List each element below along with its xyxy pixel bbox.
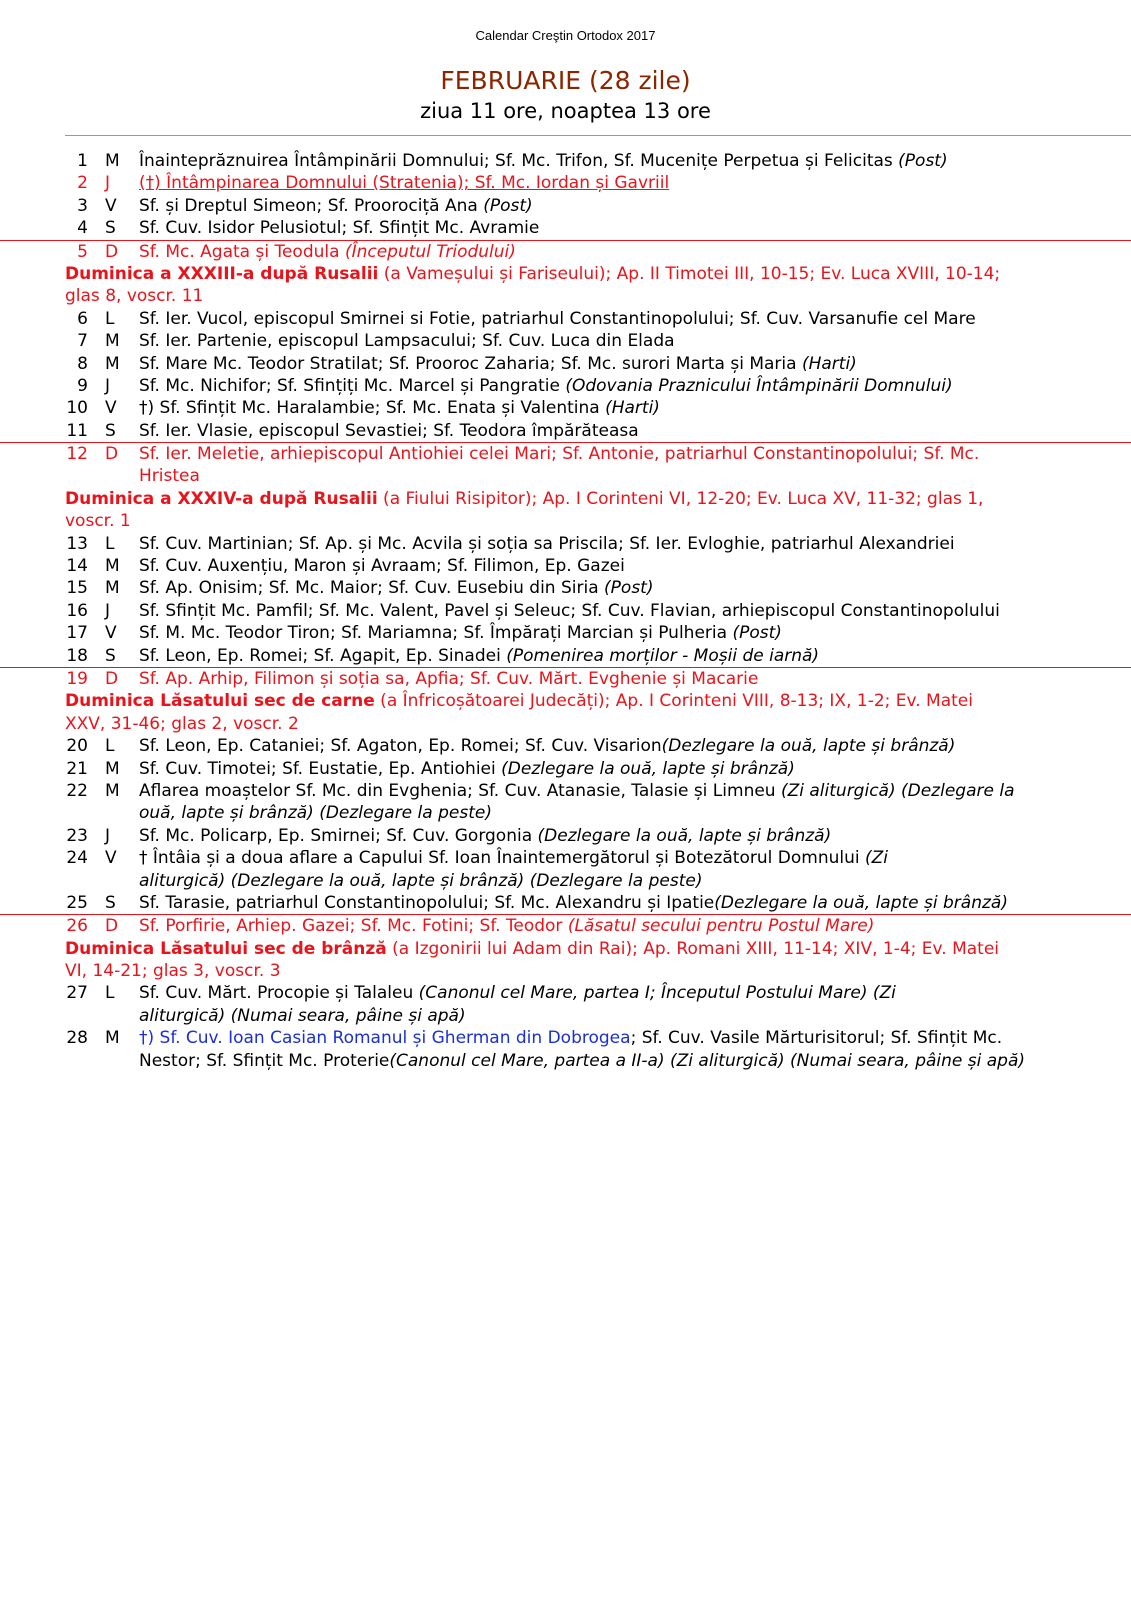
day-saints: Sf. Ier. Partenie, episcopul Lampsacului; Sf. Cuv. Luca din Elada xyxy=(139,331,675,352)
day-number: 19 xyxy=(66,668,88,689)
day-saints: Aflarea moaștelor Sf. Mc. din Evghenia; Sf. Cuv. Atanasie, Talasie și Limneu (Zi aliturgică) (Dezlegare la xyxy=(139,780,1015,801)
day-number: 8 xyxy=(77,353,88,374)
daylight-info: ziua 11 ore, noaptea 13 ore xyxy=(420,99,711,123)
day-saints: Sf. și Dreptul Simeon; Sf. Proorociță Ana (Post) xyxy=(139,195,533,216)
day-of-week: M xyxy=(105,758,120,779)
day-saints: Sf. Mare Mc. Teodor Stratilat; Sf. Prooroc Zaharia; Sf. Mc. surori Marta și Maria (Harti) xyxy=(139,353,857,374)
day-row-15 xyxy=(0,577,1131,599)
day-number: 13 xyxy=(66,533,88,554)
day-saints: † Întâia și a doua aflare a Capului Sf. Ioan Înaintemergătorul și Botezătorul Domnului (Zi xyxy=(139,848,889,869)
day-saints-cont: ouă, lapte și brânză) (Dezlegare la peste) xyxy=(139,803,492,824)
day-of-week: J xyxy=(105,825,111,846)
day-saints: Sf. Cuv. Timotei; Sf. Eustatie, Ep. Antiohiei (Dezlegare la ouă, lapte și brânză) xyxy=(139,758,795,779)
day-of-week: M xyxy=(105,151,120,171)
day-row-3 xyxy=(0,195,1131,217)
sunday-readings-4: Duminica Lăsatului sec de brânză (a Izgonirii lui Adam din Rai); Ap. Romani XIII, 11-14; XIV, 1-4; Ev. Matei xyxy=(65,938,1000,959)
day-number: 17 xyxy=(66,623,88,644)
day-of-week: V xyxy=(105,195,117,216)
month-title: FEBRUARIE (28 zile) xyxy=(440,66,691,95)
day-of-week: M xyxy=(105,780,120,801)
day-saints: Sf. Ier. Meletie, arhiepiscopul Antiohiei celei Mari; Sf. Antonie, patriarhul Constantinopolului; Sf. Mc. xyxy=(139,444,980,465)
day-row-21 xyxy=(0,758,1131,780)
sunday-readings-3: Duminica Lăsatului sec de carne (a Înfricoșătoarei Judecăți); Ap. I Corinteni VIII, 8-13; IX, 1-2; Ev. Matei xyxy=(65,691,973,712)
day-of-week: M xyxy=(105,331,120,352)
day-row-14 xyxy=(0,555,1131,577)
day-of-week: M xyxy=(105,353,120,374)
day-number: 23 xyxy=(66,825,88,846)
day-number: 16 xyxy=(66,600,88,621)
day-row-27 xyxy=(0,982,1131,1004)
day-of-week: S xyxy=(105,420,116,441)
day-row-22-cont xyxy=(0,802,1131,824)
day-number: 20 xyxy=(66,736,88,757)
day-of-week: L xyxy=(105,983,115,1004)
day-saints: (†) Întâmpinarea Domnului (Stratenia); Sf. Mc. Iordan și Gavriil xyxy=(139,173,670,194)
day-of-week: S xyxy=(105,892,116,913)
sunday-readings-1-cont: glas 8, voscr. 11 xyxy=(65,286,204,307)
sunday-readings-4-cont: VI, 14-21; glas 3, voscr. 3 xyxy=(65,961,281,982)
day-saints: Înainteprăznuirea Întâmpinării Domnului; Sf. Mc. Trifon, Sf. Mucenițe Perpetua și Felicitas (Post) xyxy=(139,151,948,171)
day-of-week: M xyxy=(105,556,120,577)
day-saints: Sf. Cuv. Mărt. Procopie și Talaleu (Canonul cel Mare, partea I; Începutul Postului Mare) (Zi xyxy=(139,983,896,1004)
day-row-22 xyxy=(0,780,1131,802)
day-number: 26 xyxy=(66,916,88,937)
day-number: 14 xyxy=(66,556,88,577)
day-number: 7 xyxy=(77,331,88,352)
day-saints: Sf. Porfirie, Arhiep. Gazei; Sf. Mc. Fotini; Sf. Teodor (Lăsatul secului pentru Postul Mare) xyxy=(139,916,875,937)
document-title: Calendar Creştin Ortodox 2017 xyxy=(475,28,656,43)
day-saints-cont: Nestor; Sf. Sfințit Mc. Proterie(Canonul cel Mare, partea a II-a) (Zi aliturgică) (Numai seara, pâine și apă) xyxy=(139,1050,1026,1071)
day-saints: Sf. Cuv. Isidor Pelusiotul; Sf. Sfințit Mc. Avramie xyxy=(139,218,540,239)
day-row-5 xyxy=(0,241,1131,263)
day-row-2 xyxy=(0,172,1131,194)
day-number: 15 xyxy=(66,578,88,599)
day-number: 12 xyxy=(66,444,88,465)
day-number: 18 xyxy=(66,645,88,666)
day-saints: Sf. Mc. Nichifor; Sf. Sfințiți Mc. Marcel și Pangratie (Odovania Praznicului Întâmpinării Domnului) xyxy=(139,375,953,396)
day-number: 3 xyxy=(77,195,88,216)
day-saints: Sf. Mc. Agata și Teodula (Începutul Triodului) xyxy=(139,241,516,262)
day-saints: Sf. Sfințit Mc. Pamfil; Sf. Mc. Valent, Pavel și Seleuc; Sf. Cuv. Flavian, arhiepiscopul Constantinopolului xyxy=(139,600,1000,621)
day-row-7 xyxy=(0,330,1131,352)
day-saints: Sf. Cuv. Auxențiu, Maron și Avraam; Sf. Filimon, Ep. Gazei xyxy=(139,556,625,577)
day-saints: Sf. Ap. Onisim; Sf. Mc. Maior; Sf. Cuv. Eusebiu din Siria (Post) xyxy=(139,578,654,599)
day-of-week: J xyxy=(105,375,111,396)
day-saints: Sf. M. Mc. Teodor Tiron; Sf. Mariamna; Sf. Împărați Marcian și Pulheria (Post) xyxy=(139,623,782,644)
day-of-week: M xyxy=(105,1028,120,1049)
day-row-12-cont xyxy=(0,465,1131,487)
day-row-20 xyxy=(0,735,1131,757)
day-saints: †) Sf. Cuv. Ioan Casian Romanul și Gherman din Dobrogea; Sf. Cuv. Vasile Mărturisitorul; Sf. Sfințit Mc. xyxy=(139,1028,1003,1049)
day-row-28-cont xyxy=(0,1050,1131,1072)
day-row-1 xyxy=(0,150,1131,172)
day-of-week: S xyxy=(105,218,116,239)
day-row-28 xyxy=(0,1027,1131,1049)
day-saints: Sf. Mc. Policarp, Ep. Smirnei; Sf. Cuv. Gorgonia (Dezlegare la ouă, lapte și brânză) xyxy=(139,825,832,846)
day-saints-cont: Hristea xyxy=(139,466,200,487)
day-of-week: D xyxy=(105,444,119,465)
day-of-week: L xyxy=(105,736,115,757)
sunday-readings-1: Duminica a XXXIII-a după Rusalii (a Vameșului și Fariseului); Ap. II Timotei III, 10-15; Ev. Luca XVIII, 10-14; xyxy=(65,263,1001,284)
day-of-week: M xyxy=(105,578,120,599)
day-row-4 xyxy=(0,217,1131,240)
day-of-week: J xyxy=(105,173,111,194)
day-row-27-cont xyxy=(0,1005,1131,1027)
day-number: 10 xyxy=(66,398,88,419)
day-of-week: D xyxy=(105,668,119,689)
day-of-week: V xyxy=(105,623,117,644)
day-saints: Sf. Ap. Arhip, Filimon și soția sa, Apfia; Sf. Cuv. Mărt. Evghenie și Macarie xyxy=(139,668,759,689)
day-row-17 xyxy=(0,622,1131,644)
day-row-8 xyxy=(0,353,1131,375)
day-row-12 xyxy=(0,443,1131,465)
header-divider xyxy=(65,135,1131,136)
day-saints: Sf. Leon, Ep. Cataniei; Sf. Agaton, Ep. Romei; Sf. Cuv. Visarion(Dezlegare la ouă, lapte și brânză) xyxy=(139,736,956,757)
day-row-24 xyxy=(0,847,1131,869)
day-row-11 xyxy=(0,420,1131,443)
day-saints-cont: aliturgică) (Numai seara, pâine și apă) xyxy=(139,1005,466,1026)
day-of-week: D xyxy=(105,241,119,262)
day-saints: Sf. Ier. Vlasie, episcopul Sevastiei; Sf. Teodora împărăteasa xyxy=(139,420,639,441)
day-row-13 xyxy=(0,533,1131,555)
day-of-week: D xyxy=(105,916,119,937)
day-number: 2 xyxy=(77,173,88,194)
day-of-week: L xyxy=(105,308,115,329)
sunday-readings-3-cont: XXV, 31-46; glas 2, voscr. 2 xyxy=(65,713,299,734)
day-row-19 xyxy=(0,668,1131,690)
day-saints: Sf. Leon, Ep. Romei; Sf. Agapit, Ep. Sinadei (Pomenirea morților - Moșii de iarnă) xyxy=(139,645,820,666)
day-number: 24 xyxy=(66,848,88,869)
day-of-week: S xyxy=(105,645,116,666)
day-number: 28 xyxy=(66,1028,88,1049)
day-number: 11 xyxy=(66,420,88,441)
day-of-week: L xyxy=(105,533,115,554)
day-number: 5 xyxy=(77,241,88,262)
day-row-16 xyxy=(0,600,1131,622)
day-number: 9 xyxy=(77,375,88,396)
day-of-week: J xyxy=(105,600,111,621)
day-number: 22 xyxy=(66,780,88,801)
day-row-24-cont xyxy=(0,870,1131,892)
day-row-18 xyxy=(0,645,1131,668)
day-row-23 xyxy=(0,825,1131,847)
day-saints: Sf. Cuv. Martinian; Sf. Ap. și Mc. Acvila și soția sa Priscila; Sf. Ier. Evloghie, patriarhul Alexandriei xyxy=(139,533,955,554)
day-row-25 xyxy=(0,892,1131,915)
day-of-week: V xyxy=(105,848,117,869)
day-number: 21 xyxy=(66,758,88,779)
day-row-9 xyxy=(0,375,1131,397)
day-row-26 xyxy=(0,915,1131,937)
day-number: 6 xyxy=(77,308,88,329)
day-saints: Sf. Ier. Vucol, episcopul Smirnei si Fotie, patriarhul Constantinopolului; Sf. Cuv. Varsanufie cel Mare xyxy=(139,308,976,329)
sunday-readings-2: Duminica a XXXIV-a după Rusalii (a Fiului Risipitor); Ap. I Corinteni VI, 12-20; Ev. Luca XV, 11-32; glas 1, xyxy=(65,488,984,509)
day-number: 27 xyxy=(66,983,88,1004)
day-saints-cont: aliturgică) (Dezlegare la ouă, lapte și brânză) (Dezlegare la peste) xyxy=(139,870,703,891)
day-row-10 xyxy=(0,397,1131,419)
day-number: 1 xyxy=(77,151,88,171)
calendar-entries xyxy=(0,150,1131,1072)
day-saints: †) Sf. Sfințit Mc. Haralambie; Sf. Mc. Enata și Valentina (Harti) xyxy=(139,398,660,419)
day-row-6 xyxy=(0,308,1131,330)
day-saints: Sf. Tarasie, patriarhul Constantinopolului; Sf. Mc. Alexandru și Ipatie(Dezlegare la ouă, lapte și brânză) xyxy=(139,892,1008,913)
sunday-readings-2-cont: voscr. 1 xyxy=(65,511,131,532)
day-of-week: V xyxy=(105,398,117,419)
day-number: 25 xyxy=(66,892,88,913)
day-number: 4 xyxy=(77,218,88,239)
